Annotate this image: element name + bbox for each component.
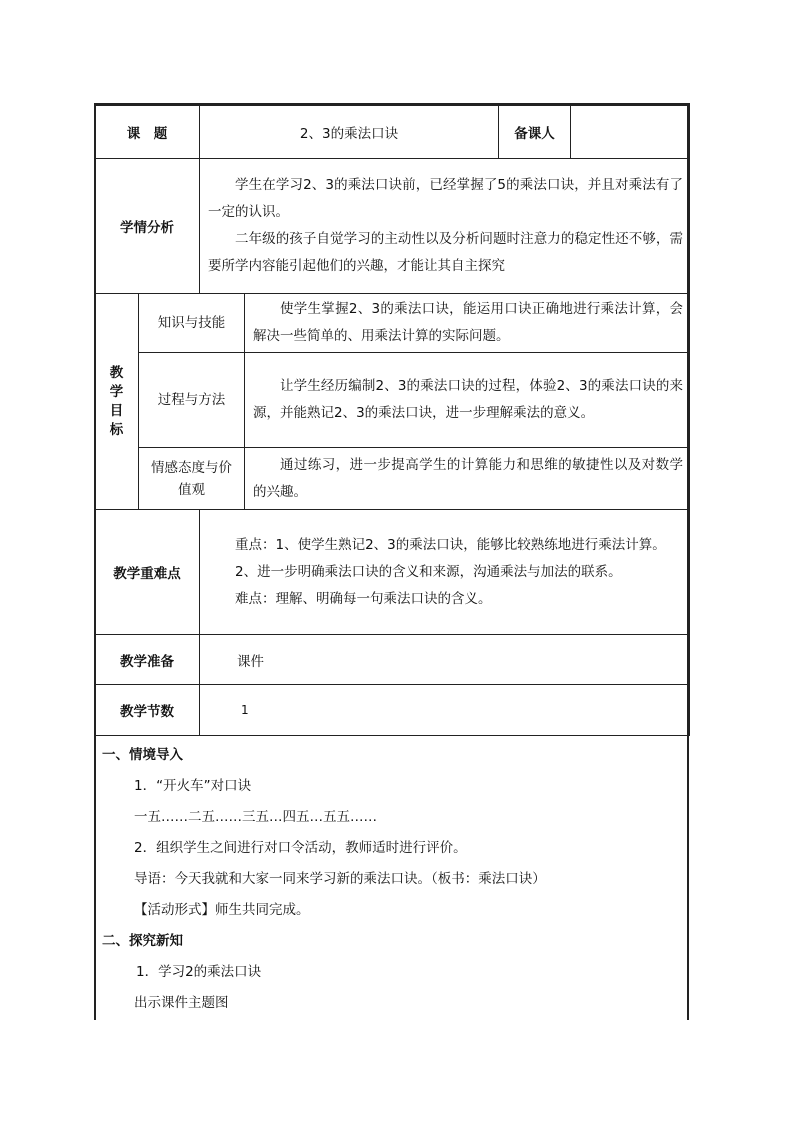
analysis-row xyxy=(95,159,690,294)
goal-row-attitude xyxy=(95,448,690,510)
preparation-label: 教学准备 xyxy=(95,635,200,685)
goals-label-char: 标 xyxy=(109,421,124,438)
topic-value: 2、3的乘法口诀 xyxy=(200,105,499,159)
preparer-label: 备课人 xyxy=(499,105,571,159)
periods-row xyxy=(95,685,690,736)
difficulty-label: 教学重难点 xyxy=(95,510,200,635)
goals-label-char: 教 xyxy=(109,364,124,381)
goal-text-attitude: 通过练习，进一步提高学生的计算能力和思维的敏捷性以及对数学的兴趣。 xyxy=(245,448,690,510)
lesson-plan-table xyxy=(94,103,690,736)
difficulty-paragraph-3: 难点：理解、明确每一句乘法口诀的含义。 xyxy=(235,590,492,607)
analysis-label: 学情分析 xyxy=(95,159,200,294)
preparation-row xyxy=(95,635,690,685)
process-line: 【活动形式】师生共同完成。 xyxy=(134,902,310,918)
topic-row xyxy=(95,105,690,159)
section-title: 一、情境导入 xyxy=(102,747,183,763)
periods-value: 1 xyxy=(200,685,690,736)
process-line: 一五……二五……三五…四五…五五…… xyxy=(134,809,377,825)
difficulty-row xyxy=(95,510,690,635)
goal-text-knowledge: 使学生掌握2、3的乘法口诀，能运用口诀正确地进行乘法计算，会解决一些简单的、用乘法计算的实际问题。 xyxy=(245,294,690,353)
goals-label-char: 学 xyxy=(109,383,124,400)
goals-label xyxy=(95,294,139,510)
analysis-paragraph-1: 学生在学习2、3的乘法口诀前，已经掌握了5的乘法口诀，并且对乘法有了一定的认识。 xyxy=(208,177,683,220)
goal-label-attitude: 情感态度与价值观 xyxy=(139,448,245,510)
difficulty-content xyxy=(200,510,690,635)
section-title: 二、探究新知 xyxy=(102,933,183,949)
process-line: 导语：今天我就和大家一同来学习新的乘法口诀。（板书：乘法口诀） xyxy=(134,871,546,887)
teaching-process xyxy=(96,740,687,1019)
goal-text-process: 让学生经历编制2、3的乘法口诀的过程，体验2、3的乘法口诀的来源，并能熟记2、3的乘法口诀，进一步理解乘法的意义。 xyxy=(245,353,690,448)
preparer-value xyxy=(571,105,690,159)
goal-label-process: 过程与方法 xyxy=(139,353,245,448)
process-line: 1．“开火车”对口诀 xyxy=(134,778,252,794)
difficulty-paragraph-2: 2、进一步明确乘法口诀的含义和来源，沟通乘法与加法的联系。 xyxy=(235,563,622,580)
analysis-paragraph-2: 二年级的孩子自觉学习的主动性以及分析问题时注意力的稳定性还不够，需要所学内容能引起他们的兴趣，才能让其自主探究 xyxy=(208,231,683,274)
topic-label: 课 题 xyxy=(95,105,200,159)
goal-label-knowledge: 知识与技能 xyxy=(139,294,245,353)
preparation-value: 课件 xyxy=(200,635,690,685)
periods-label: 教学节数 xyxy=(95,685,200,736)
goals-label-char: 目 xyxy=(109,402,124,419)
difficulty-paragraph-1: 重点：1、使学生熟记2、3的乘法口诀，能够比较熟练地进行乘法计算。 xyxy=(235,536,666,553)
goal-row-process xyxy=(95,353,690,448)
analysis-content xyxy=(200,159,690,294)
goal-row-knowledge xyxy=(95,294,690,353)
process-line: 2．组织学生之间进行对口令活动，教师适时进行评价。 xyxy=(134,840,467,856)
process-line: 出示课件主题图 xyxy=(134,995,229,1011)
process-line: 1．学习2的乘法口诀 xyxy=(136,964,262,980)
